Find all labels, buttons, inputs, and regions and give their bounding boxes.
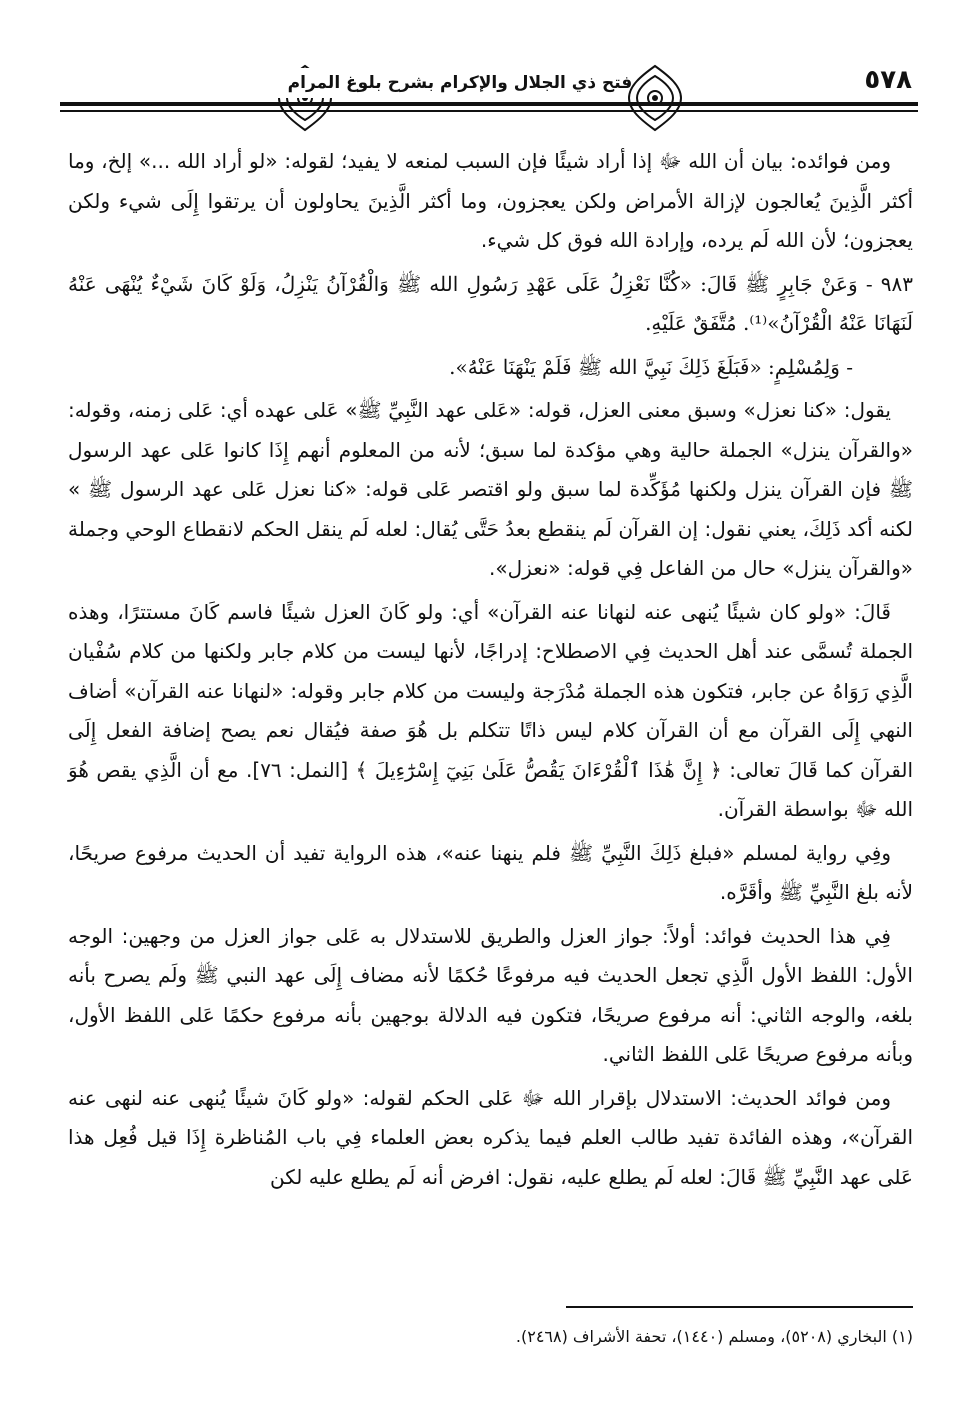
paragraph-benefits-2: ومن فوائد الحديث: الاستدلال بإقرار الله ﷻ عَلى الحكم لقوله: «ولو كَانَ شيئًا يُنهى عنه لنهى عنه القرآن»، وهذه الفائدة تفيد طالب العلم فيما يذكره بعض العلماء فِي باب المُناظرة إِذَا قيل فُعِل هذا عَلى عهد النَّبِيِّ ﷺ قَالَ: لعله لَم يطلع عليه، نقول: افرض أنه لَم يطلع عليه لكن	[68, 1085, 913, 1189]
main-text	[68, 142, 913, 1201]
hadith-983: ٩٨٣ - وَعَنْ جَابِرٍ ﷺ قَالَ: «كُنَّا نَعْزِلُ عَلَى عَهْدِ رَسُولِ الله ﷺ وَالْقُرْآنُ يَنْزِلُ، وَلَوْ كَانَ شَيْءٌ يُنْهَى عَنْهُ لَنَهَانَا عَنْهُ الْقُرْآنُ»⁽¹⁾. مُتَّفَقٌ عَلَيْهِ.	[68, 271, 913, 335]
ornament-right-icon	[625, 62, 685, 134]
footnote-divider	[566, 1306, 913, 1308]
paragraph-benefit-intro: ومن فوائده: بيان أن الله ﷻ إذا أراد شيئًا فإن السبب لمنعه لا يفيد؛ لقوله: «لو أراد الله ...» إلخ، وما أكثر الَّذِينَ يُعالجون لإزالة الأمراض ولكن يعجزون، وما أكثر الَّذِينَ يحاولون أن يرتقوا إِلَى شيء ولكن يعجزون؛ لأن الله لَم يرده، وإرادة الله فوق كل شيء.	[68, 149, 913, 252]
book-title: فتح ذي الجلال والإكرام بشرح بلوغ المرام	[245, 68, 675, 98]
paragraph-explanation-1: يقول: «كنا نعزل» وسبق معنى العزل، قوله: «عَلى عهد النَّبِيِّ ﷺ» عَلى عهده أي: عَلى زمنه، وقوله: «والقرآن ينزل» الجملة حالية وهي مؤكدة لما سبق؛ لأنه من المعلوم أنهم إِذَا كانوا عَلى عهد الرسول ﷺ فإن القرآن ينزل ولكنها مُؤَكِّدة لما سبق ولو اقتصر عَلى قوله: «كنا نعزل عَلى عهد الرسول ﷺ » لكنه أكد ذَلِكَ، يعني نقول: إن القرآن لَم ينقطع بعدُ حَتَّى يُقال: لعله لَم ينقل الحكم لانقطاع الوحي وجملة «والقرآن ينزل» حال من الفاعل فِي قوله: «نعزل».	[68, 398, 913, 580]
page-number: ٥٧٨	[864, 65, 912, 95]
paragraph-benefits-1: فِي هذا الحديث فوائد: أولاً: جواز العزل والطريق للاستدلال به عَلى جواز العزل من وجهين: الوجه الأول: اللفظ الأول الَّذِي تجعل الحديث فيه مرفوعًا حُكمًا لأنه مضاف إِلَى عهد النبي ﷺ ولَم يصرح بأنه بلغه، والوجه الثاني: أنه مرفوع صريحًا، فتكون فيه الدلالة بوجهين بأنه مرفوع حكمًا عَلى اللفظ الأول، وبأنه مرفوع صريحًا عَلى اللفظ الثاني.	[68, 923, 913, 1066]
footnote: (١) البخاري (٥٢٠٨)، ومسلم (١٤٤٠)، تحفة الأشراف (٢٤٦٨).	[515, 1327, 913, 1346]
paragraph-explanation-2: قَالَ: «ولو كان شيئًا يُنهى عنه لنهانا عنه القرآن» أي: ولو كَانَ العزل شيئًا فاسم كَانَ مستترًا، وهذه الجملة تُسمَّى عند أهل الحديث فِي الاصطلاح: إدراجًا، لأنها ليست من كلام جابر ولكنها من كلام سُفْيان الَّذِي رَوَاهُ عن جابر، فتكون هذه الجملة مُدْرَجة وليست من كلام جابر وقوله: «لنهانا عنه القرآن» أضاف النهي إِلَى القرآن مع أن القرآن كلام ليس ذاتًا تتكلم بل هُوَ صفة فيُقال نعم يصح إضافة الفعل إِلَى القرآن كما قَالَ تعالى: ﴿ إِنَّ هَٰذَا ٱلْقُرْءَانَ يَقُصُّ عَلَىٰ بَنِيٓ إِسْرَٰٓءِيلَ ﴾ [النمل: ٧٦]. مع أن الَّذِي يقص هُوَ الله ﷻ بواسطة القرآن.	[68, 599, 913, 821]
header-rule-thick	[60, 102, 918, 106]
header-rule-thin	[60, 110, 918, 112]
running-header	[60, 62, 918, 134]
hadith-muslim-variant: - وَلِمُسْلِمٍ: «فَبَلَغَ ذَلِكَ نَبِيَّ الله ﷺ فَلَمْ يَنْهَنَا عَنْهُ».	[449, 354, 853, 379]
paragraph-explanation-3: وفِي رواية لمسلم «فبلغ ذَلِكَ النَّبِيِّ ﷺ فلم ينهنا عنه»، هذه الرواية تفيد أن الحديث مرفوع صريحًا، لأنه بلغ النَّبِيِّ ﷺ وأقَرَّه.	[68, 840, 913, 904]
